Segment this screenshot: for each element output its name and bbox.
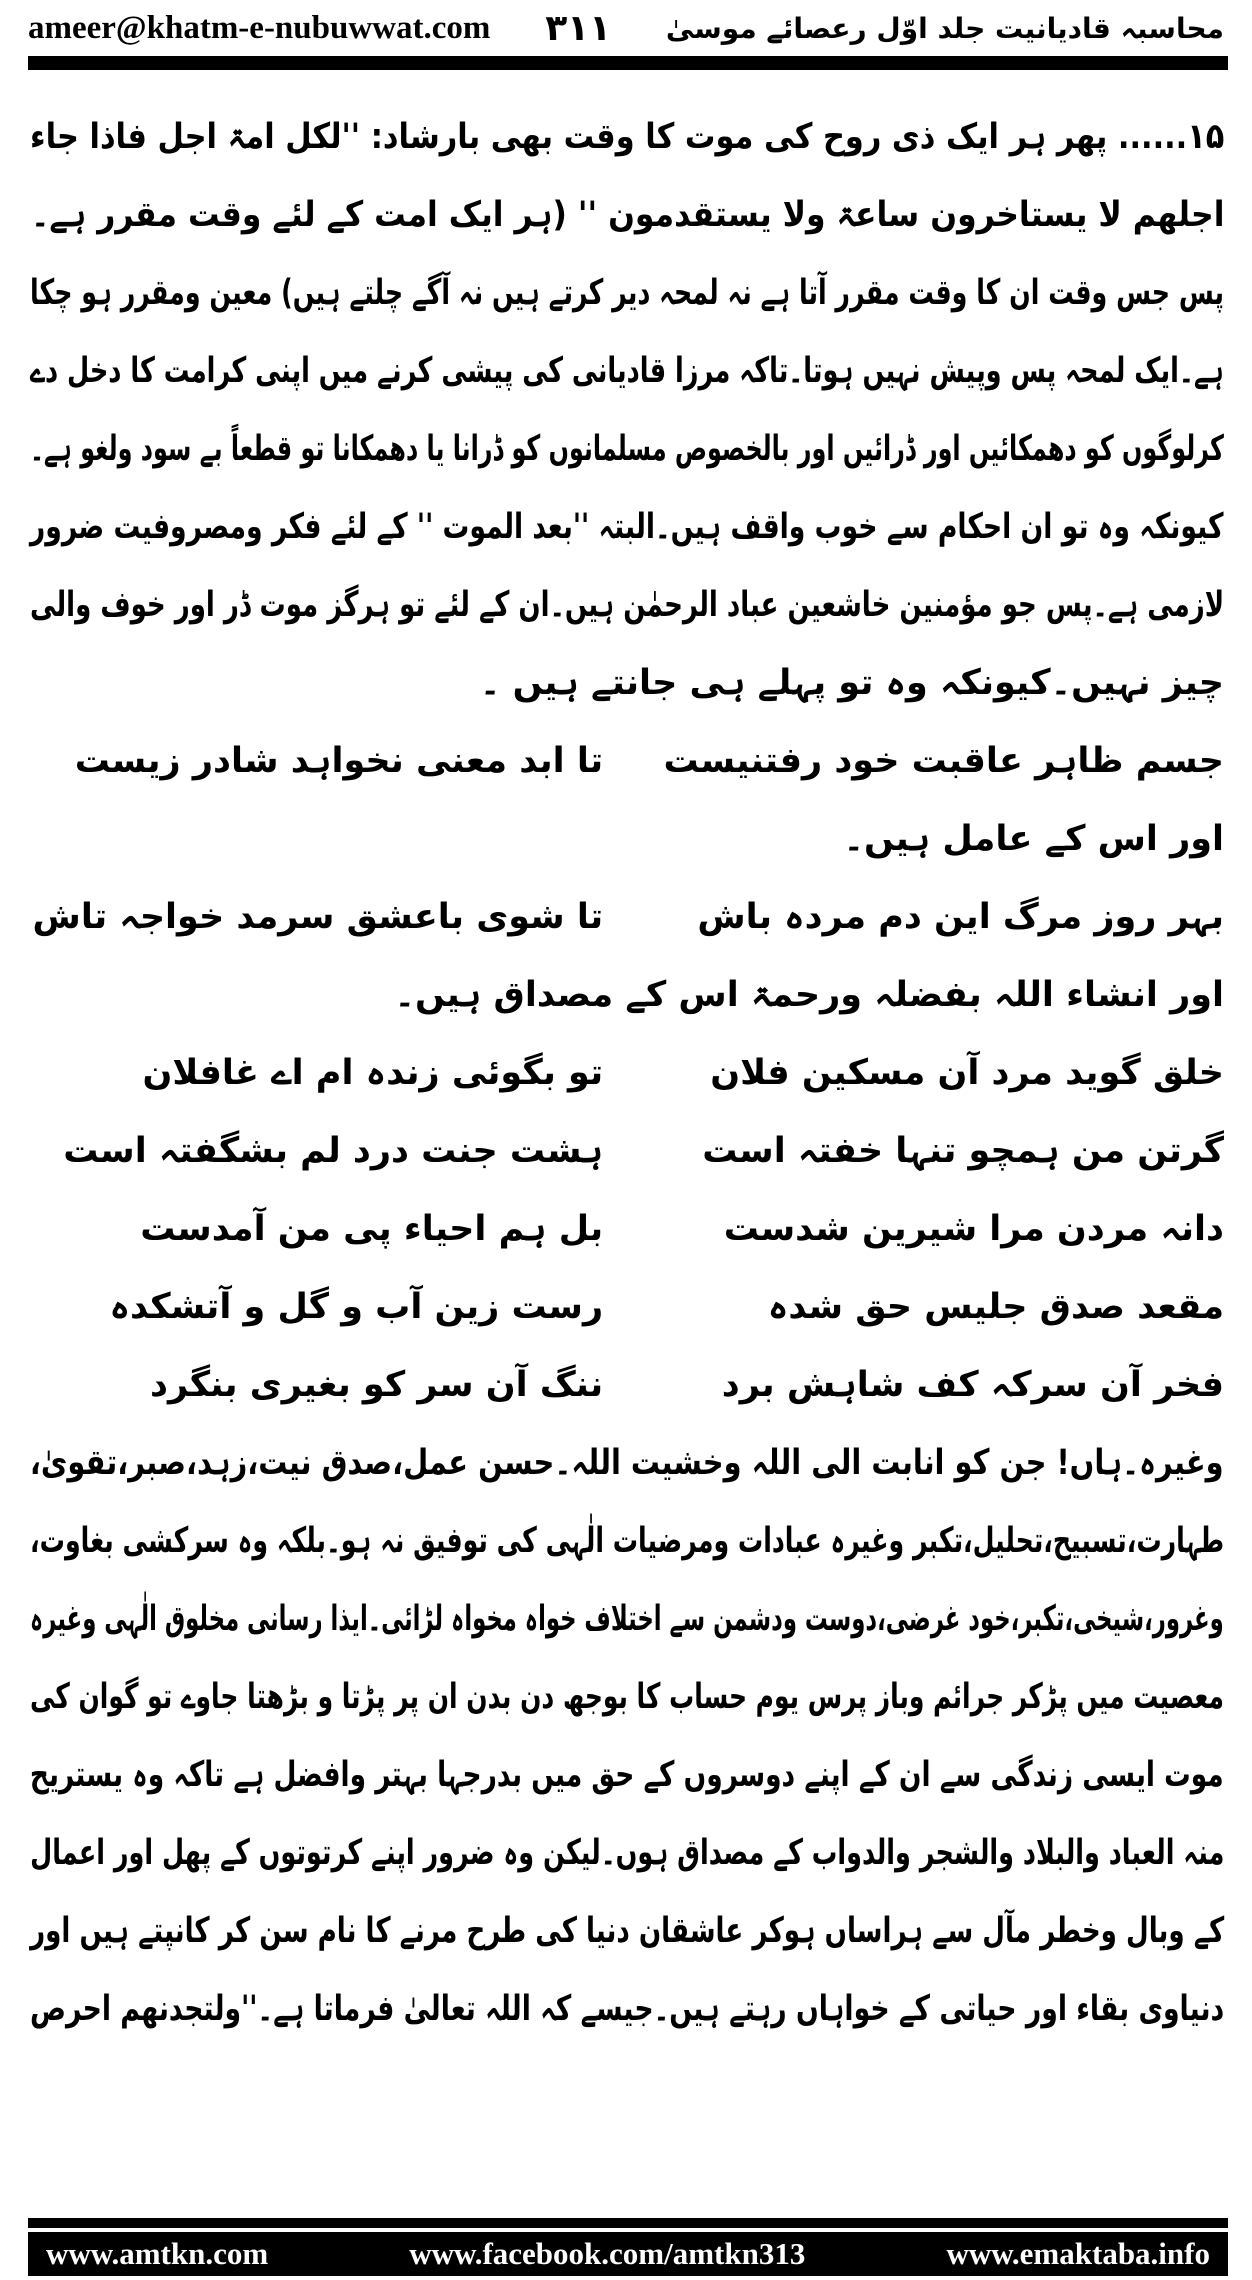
text-line: [30, 1431, 1224, 1509]
text-line-content: ۱۵...... پھر ہر ایک ذی روح کی موت کا وقت بھی بارشاد: ''لکل امۃ اجل فاذا جاء: [29, 117, 1224, 157]
verse: [30, 1353, 1224, 1431]
verse-second-half: تو بگوئی زندہ ام اے غافلان: [142, 1053, 604, 1093]
text-line-content: پس جس وقت ان کا وقت مقرر آتا ہے نہ لمحہ دیر کرتے ہیں نہ آگے چلتے ہیں) معین ومقرر ہو چکا: [29, 273, 1224, 313]
verse-first-half: جسم ظاہر عاقبت خود رفتنیست: [663, 741, 1224, 781]
text-line-content: اور انشاء اللہ بفضلہ ورحمۃ اس کے مصداق ہیں۔: [394, 975, 1224, 1015]
verse-second-half: ہشت جنت درد لم بشگفتہ است: [63, 1131, 604, 1171]
verse-second-half: تا شوی باعشق سرمد خواجہ تاش: [32, 897, 604, 937]
header-divider: [28, 56, 1228, 70]
text-line: [30, 1977, 1224, 2055]
text-line-content: وغیرہ۔ہاں! جن کو انابت الی اللہ وخشیت اللہ۔حسن عمل،صدق نیت،زہد،صبر،تقویٰ،: [30, 1443, 1224, 1483]
text-line: [30, 339, 1224, 417]
text-line: [30, 1899, 1224, 1977]
verse-second-half: ننگ آن سر کو بغیری بنگرد: [150, 1365, 604, 1405]
text-line-content: کرلوگوں کو دھمکائیں اور ڈرائیں اور بالخصوص مسلمانوں کو ڈرانا یا دھمکانا تو قطعاً بے سود ولغو ہے۔: [30, 429, 1224, 469]
text-line: [30, 1821, 1224, 1899]
page-body: [30, 105, 1224, 2055]
text-line-content: کے وبال وخطر مآل سے ہراساں ہوکر عاشقان دنیا کی طرح مرنے کا نام سن کر کانپتے ہیں اور: [29, 1911, 1224, 1951]
text-line: [30, 963, 1224, 1041]
text-line-content: معصیت میں پڑکر جرائم وباز پرس یوم حساب کا بوجھ دن بدن ان پر پڑتا و بڑھتا جاوے تو گوان کی: [30, 1677, 1224, 1717]
header-email[interactable]: ameer@khatm-e-nubuwwat.com: [28, 9, 491, 46]
verse-second-half: بل ہم احیاء پی من آمدست: [140, 1209, 604, 1249]
verse-first-half: بہر روز مرگ این دم مردہ باش: [697, 897, 1224, 937]
text-line: [30, 1509, 1224, 1587]
verse: [30, 1275, 1224, 1353]
footer-link-emaktaba[interactable]: www.emaktaba.info: [946, 2236, 1210, 2271]
verse-first-half: دانہ مردن مرا شیرین شدست: [723, 1209, 1224, 1249]
page-number: ۳۱۱: [545, 7, 612, 49]
verse-first-half: گرتن من ہمچو تنہا خفتہ است: [702, 1131, 1224, 1171]
text-line: [30, 417, 1224, 495]
verse-first-half: خلق گوید مرد آن مسکین فلان: [710, 1053, 1224, 1093]
verse-second-half: تا ابد معنی نخواہد شادر زیست: [74, 741, 604, 781]
text-line: [30, 1665, 1224, 1743]
verse-second-half: رست زین آب و گل و آتشکدہ: [109, 1287, 604, 1327]
text-line-content: منہ العباد والبلاد والشجر والدواب کے مصداق ہوں۔لیکن وہ ضرور اپنے کرتوتوں کے پھل اور اعمال: [29, 1833, 1224, 1873]
text-line-content: موت ایسی زندگی سے ان کے اپنے دوسروں کے حق میں بدرجہا بہتر وافضل ہے تاکہ وہ یستریح: [30, 1755, 1224, 1795]
text-line-content: لازمی ہے۔پس جو مؤمنین خاشعین عباد الرحمٰن ہیں۔ان کے لئے تو ہرگز موت ڈر اور خوف والی: [29, 585, 1224, 625]
verse: [30, 1197, 1224, 1275]
text-line-content: دنیاوی بقاء اور حیاتی کے خواہاں رہتے ہیں۔جیسے کہ اللہ تعالیٰ فرماتا ہے۔''ولتجدنھم احرص: [29, 1989, 1224, 2029]
text-line: [30, 183, 1224, 261]
text-line-content: ہے۔ایک لمحہ پس وپیش نہیں ہوتا۔تاکہ مرزا قادیانی کی پیشی کرنے میں اپنی کرامت کا دخل دے: [30, 351, 1224, 391]
footer-divider: [28, 2218, 1228, 2228]
text-line: [30, 651, 1224, 729]
page-footer: [28, 2232, 1228, 2276]
text-line-content: وغرور،شیخی،تکبر،خود غرضی،دوست ودشمن سے اختلاف خواہ مخواہ لڑائی۔ایذا رسانی مخلوق الٰہی وغیرہ: [30, 1599, 1224, 1639]
verse: [30, 885, 1224, 963]
text-line: [30, 495, 1224, 573]
text-line-content: اور اس کے عامل ہیں۔: [843, 819, 1224, 859]
footer-link-facebook[interactable]: www.facebook.com/amtkn313: [409, 2236, 806, 2271]
verse: [30, 1119, 1224, 1197]
text-line: [30, 1587, 1224, 1665]
text-line-content: چیز نہیں۔کیونکہ وہ تو پہلے ہی جانتے ہیں ۔: [479, 663, 1224, 703]
page-header: [28, 4, 1224, 52]
verse: [30, 729, 1224, 807]
text-line: [30, 807, 1224, 885]
text-line-content: کیونکہ وہ تو ان احکام سے خوب واقف ہیں۔البتہ ''بعد الموت '' کے لئے فکر ومصروفیت ضرور: [30, 507, 1224, 547]
text-line: [30, 261, 1224, 339]
footer-link-amtkn[interactable]: www.amtkn.com: [46, 2236, 269, 2271]
text-line: [30, 573, 1224, 651]
text-line-content: اجلھم لا یستاخرون ساعۃ ولا یستقدمون '' (ہر ایک امت کے لئے وقت مقرر ہے۔: [30, 195, 1224, 235]
verse-first-half: فخر آن سرکہ کف شاہش برد: [721, 1365, 1224, 1405]
text-line: [30, 105, 1224, 183]
book-title: محاسبہ قادیانیت جلد اوّل رعصائے موسیٰ: [665, 11, 1224, 45]
verse-first-half: مقعد صدق جلیس حق شدہ: [767, 1287, 1224, 1327]
text-line: [30, 1743, 1224, 1821]
text-line-content: طہارت،تسبیح،تحلیل،تکبر وغیرہ عبادات ومرضیات الٰہی کی توفیق نہ ہو۔بلکہ وہ سرکشی بغاوت،: [29, 1521, 1224, 1561]
verse: [30, 1041, 1224, 1119]
